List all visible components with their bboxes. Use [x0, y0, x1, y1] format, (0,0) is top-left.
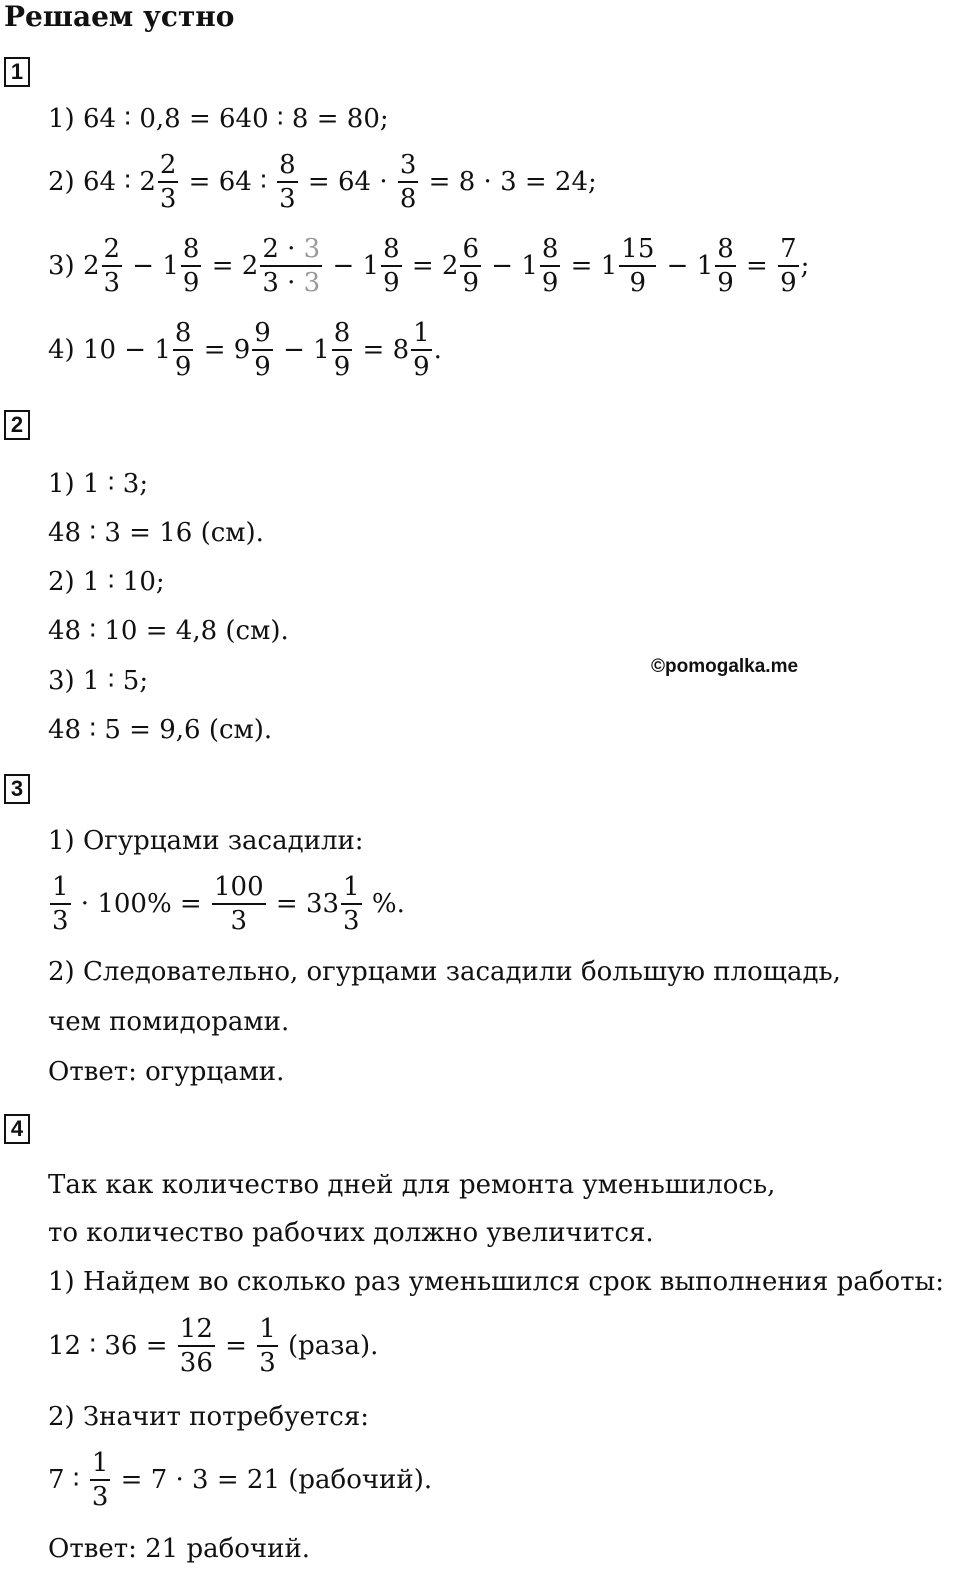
numerator: 6: [460, 236, 481, 267]
text-seg: − 1: [658, 251, 714, 281]
fraction: [212, 874, 266, 934]
denominator: 3: [259, 1348, 276, 1378]
text-seg: %.: [363, 889, 405, 919]
task-2-line: 2) 1 ∶ 10;: [48, 567, 165, 597]
fraction: [260, 236, 322, 296]
text-seg: .: [433, 335, 442, 365]
text-seg: = 33: [267, 889, 340, 919]
numerator: [260, 236, 322, 267]
fraction: [619, 236, 656, 296]
task-4-line-2: то количество рабочих должно увеличится.: [48, 1218, 654, 1248]
task-3-line-3: 2) Следовательно, огурцами засадили большую площадь,: [48, 957, 841, 987]
numerator: 8: [715, 236, 736, 267]
fraction: [181, 236, 202, 296]
numerator: 1: [90, 1450, 111, 1481]
denominator: 3: [91, 1482, 109, 1512]
text-seg: = 64 ·: [299, 167, 396, 197]
text-seg: 7 ∶: [48, 1465, 88, 1495]
task-2-number: 2: [4, 410, 30, 440]
text-seg: (раза).: [279, 1331, 379, 1361]
watermark: ©pomogalka.me: [651, 656, 799, 677]
numerator: 12: [178, 1316, 215, 1347]
denominator: 9: [413, 352, 430, 382]
fraction: [90, 1450, 111, 1510]
numerator: 8: [277, 152, 298, 183]
task-3-number: 3: [4, 774, 30, 804]
text-seg: 3) 2: [48, 251, 100, 281]
denominator: 9: [182, 268, 200, 298]
numerator: 3: [398, 152, 419, 183]
task-4-line-3: 1) Найдем во сколько раз уменьшился срок выполнения работы:: [48, 1267, 944, 1297]
fraction: [778, 236, 799, 296]
task-2-line: 1) 1 ∶ 3;: [48, 469, 149, 499]
fraction: [332, 320, 353, 380]
text-seg: =: [216, 1331, 256, 1361]
text-seg: =: [737, 251, 777, 281]
task-4-line-7: Ответ: 21 рабочий.: [48, 1534, 311, 1564]
factor: 2 ·: [262, 234, 304, 264]
fraction: [50, 874, 71, 934]
task-1-number: 1: [4, 57, 30, 87]
text-seg: − 1: [124, 251, 179, 281]
text-seg: = 1: [562, 251, 618, 281]
numerator: 2: [102, 236, 123, 267]
fraction: [411, 320, 432, 380]
page-title: Решаем устно: [4, 0, 235, 33]
denominator: 8: [399, 184, 417, 214]
denominator: 3: [343, 906, 360, 936]
denominator: 9: [780, 268, 797, 298]
text-seg: = 8 · 3 = 24;: [420, 167, 597, 197]
fraction: [381, 236, 402, 296]
numerator: 15: [619, 236, 656, 267]
text-seg: = 8: [354, 335, 410, 365]
text-seg: 2) 64 ∶ 2: [48, 167, 156, 197]
fraction: [277, 152, 298, 212]
task-3-line-5: Ответ: огурцами.: [48, 1057, 285, 1087]
numerator: 7: [778, 236, 799, 267]
denominator: 9: [629, 268, 647, 298]
text-seg: · 100% =: [72, 889, 210, 919]
fraction: [158, 152, 179, 212]
denominator: 9: [254, 352, 271, 382]
text-seg: = 7 · 3 = 21 (рабочий).: [112, 1465, 433, 1495]
task-3-line-4: чем помидорами.: [48, 1007, 290, 1037]
denominator: 3: [279, 184, 296, 214]
denominator: 9: [174, 352, 192, 382]
numerator: 8: [332, 320, 353, 351]
text-seg: − 1: [274, 335, 330, 365]
denominator: 3: [230, 906, 248, 936]
numerator: 100: [212, 874, 266, 905]
denominator: 36: [179, 1348, 213, 1378]
numerator: 8: [181, 236, 202, 267]
task-4-number: 4: [4, 1114, 30, 1144]
task-1-line-3: [48, 236, 809, 296]
fraction: [398, 152, 419, 212]
task-4-line-6: [48, 1450, 432, 1510]
task-2-line: 48 ∶ 10 = 4,8 (см).: [48, 616, 289, 646]
text-seg: − 1: [324, 251, 380, 281]
denominator: 9: [383, 268, 400, 298]
text-seg: = 9: [195, 335, 251, 365]
task-1-line-1: 1) 64 ∶ 0,8 = 640 ∶ 8 = 80;: [48, 104, 389, 134]
task-2-line: 3) 1 ∶ 5;: [48, 666, 149, 696]
fraction: [540, 236, 561, 296]
factor-gray: 3: [303, 234, 321, 264]
denominator: 9: [541, 268, 559, 298]
task-2-line: 48 ∶ 5 = 9,6 (см).: [48, 715, 273, 745]
numerator: 1: [50, 874, 71, 905]
denominator: 9: [462, 268, 480, 298]
fraction: [178, 1316, 215, 1376]
numerator: 1: [341, 874, 362, 905]
fraction: [173, 320, 194, 380]
task-4-line-5: 2) Значит потребуется:: [48, 1402, 369, 1432]
text-seg: = 2: [403, 251, 459, 281]
factor: 3 ·: [262, 268, 304, 298]
fraction: [102, 236, 123, 296]
numerator: 1: [411, 320, 432, 351]
numerator: 1: [257, 1316, 278, 1347]
fraction: [252, 320, 273, 380]
text-seg: ;: [800, 251, 810, 281]
task-3-line-1: 1) Огурцами засадили:: [48, 826, 364, 856]
denominator: [260, 267, 322, 296]
fraction: [341, 874, 362, 934]
text-seg: = 64 ∶: [180, 167, 276, 197]
fraction: [715, 236, 736, 296]
task-2-line: 48 ∶ 3 = 16 (см).: [48, 518, 264, 548]
text-seg: 4) 10 − 1: [48, 335, 171, 365]
denominator: 9: [717, 268, 734, 298]
factor-gray: 3: [303, 268, 321, 298]
numerator: 9: [252, 320, 273, 351]
numerator: 8: [381, 236, 402, 267]
task-3-line-2: [48, 874, 405, 934]
task-4-line-1: Так как количество дней для ремонта уменьшилось,: [48, 1170, 776, 1200]
denominator: 9: [333, 352, 351, 382]
task-1-line-2: [48, 152, 597, 212]
denominator: 3: [52, 906, 69, 936]
task-4-line-4: [48, 1316, 378, 1376]
text-seg: − 1: [483, 251, 538, 281]
numerator: 8: [540, 236, 561, 267]
denominator: 3: [103, 268, 121, 298]
numerator: 8: [173, 320, 194, 351]
denominator: 3: [159, 184, 177, 214]
numerator: 2: [158, 152, 179, 183]
text-seg: 12 ∶ 36 =: [48, 1331, 176, 1361]
task-1-line-4: [48, 320, 442, 380]
fraction: [257, 1316, 278, 1376]
fraction: [460, 236, 481, 296]
text-seg: = 2: [203, 251, 259, 281]
